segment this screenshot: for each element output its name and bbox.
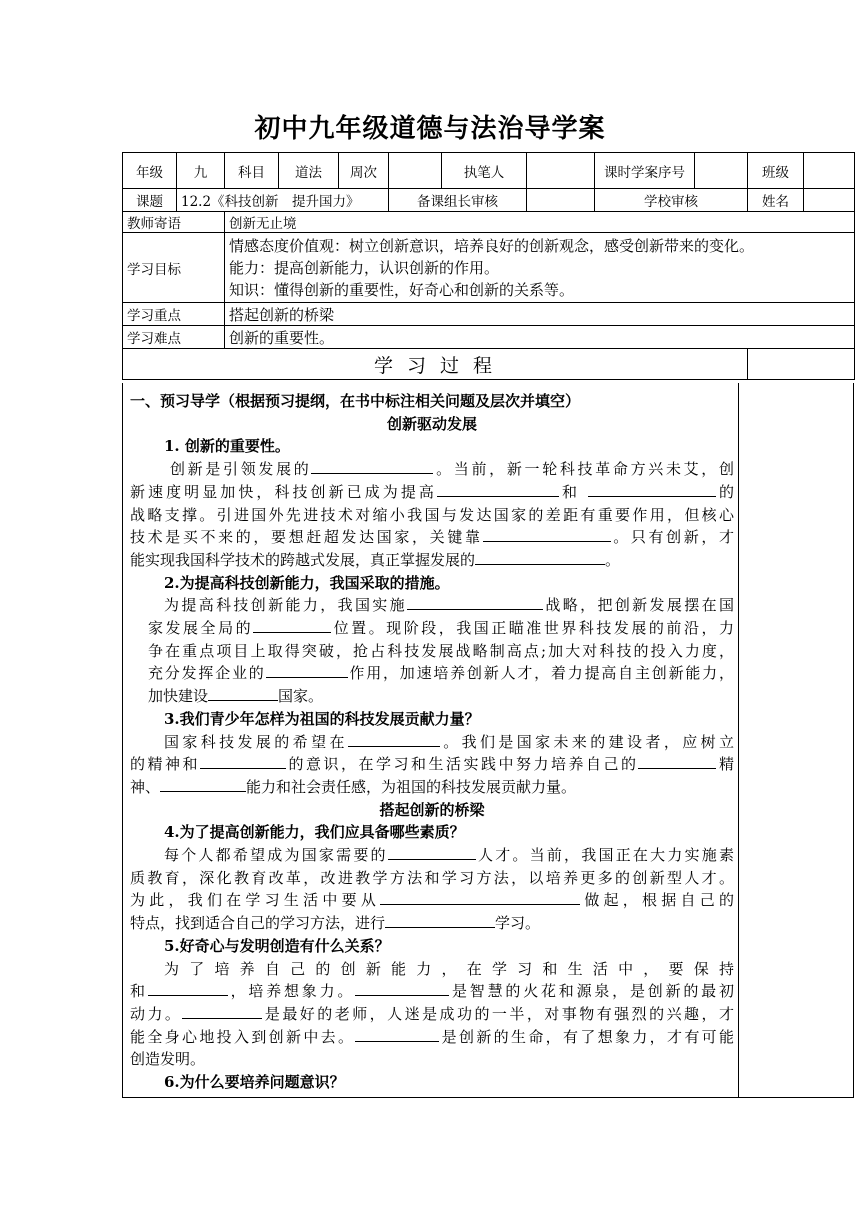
author-label: 执笔人 (442, 153, 527, 189)
process-heading: 学 习 过 程 (123, 349, 748, 380)
question-2: 2.为提高科技创新能力，我国采取的措施。 (164, 573, 450, 592)
grade-label: 年级 (123, 153, 177, 189)
review-group-label: 备课组长审核 (389, 189, 527, 212)
seq-value (695, 153, 748, 189)
blank[interactable] (182, 1003, 262, 1019)
q5-line-1: 为了培养自己的创新能力，在学习和生活中，要保持 (164, 959, 734, 978)
blank[interactable] (475, 549, 605, 565)
key-label: 学习重点 (123, 303, 225, 326)
goals-label: 学习目标 (123, 233, 225, 303)
q2-line-5: 加快建设 国家。 (148, 687, 324, 706)
subject-value: 道法 (279, 153, 339, 189)
blank[interactable] (253, 617, 331, 633)
goal-2: 能力：提高创新能力，认识创新的作用。 (229, 258, 500, 277)
blank[interactable] (160, 776, 246, 792)
q4-line-4: 特点，找到适合自己的学习方法，进行 学习。 (130, 914, 541, 933)
section-heading: 一、预习导学（根据预习提纲，在书中标注相关问题及层次并填空） (130, 392, 581, 410)
week-value (389, 153, 442, 189)
author-value (527, 153, 595, 189)
blank[interactable] (385, 912, 495, 928)
study-body (130, 390, 734, 1094)
q2-line-1: 为提高科技创新能力，我国实施 战略，把创新发展摆在国 (164, 596, 734, 615)
week-label: 周次 (339, 153, 389, 189)
topic-value: 12.2《科技创新 提升国力》 (177, 189, 389, 212)
page-title: 初中九年级道德与法治导学案 (254, 114, 606, 144)
q3-line-3: 神、 能力和社会责任感，为祖国的科技发展贡献力量。 (130, 777, 577, 796)
q4-line-1: 每个人都希望成为国家需要的 人才。当前，我国正在大力实施素 (164, 846, 734, 865)
blank[interactable] (588, 481, 716, 497)
review-group-value (527, 189, 595, 212)
question-4: 4.为了提高创新能力，我们应具备哪些素质？ (164, 823, 465, 842)
q1-line-1: 创新是引领发展的 。当前，新一轮科技革命方兴未艾，创 (170, 460, 734, 479)
header-table (122, 152, 855, 380)
topic-label: 课题 (123, 189, 177, 212)
q1-line-5: 能实现我国科学技术的跨越式发展，真正掌握发展的 。 (130, 550, 621, 569)
blank[interactable] (380, 889, 580, 905)
blank[interactable] (148, 980, 228, 996)
q1-line-2: 新速度明显加快，科技创新已成为提高 和 的 (130, 482, 734, 501)
goals-cell (225, 233, 855, 303)
name-label: 姓名 (748, 189, 804, 212)
difficulty-value: 创新的重要性。 (225, 326, 855, 349)
blank[interactable] (208, 685, 278, 701)
q4-line-3: 为此，我们在学习生活中要从 做起，根据自己的 (130, 891, 734, 910)
blank[interactable] (311, 458, 433, 474)
blank[interactable] (638, 753, 716, 769)
blank[interactable] (407, 594, 543, 610)
name-value (804, 189, 855, 212)
question-3: 3.我们青少年怎样为祖国的科技发展贡献力量？ (164, 709, 480, 728)
q5-line-5: 创造发明。 (130, 1050, 206, 1069)
q3-line-1: 国家科技发展的希望在 。我们是国家未来的建设者，应树立 (164, 732, 734, 751)
blank[interactable] (483, 526, 611, 542)
q2-line-4: 充分发挥企业的 作用，加速培养创新人才，着力提高自主创新能力， (148, 664, 734, 683)
q4-line-2: 质教育，深化教育改革，改进教学方法和学习方法，以培养更多的创新型人才。 (130, 868, 734, 887)
q5-line-4: 能全身心地投入到创新中去。 是创新的生命，有了想象力，才有可能 (130, 1027, 734, 1046)
class-label: 班级 (748, 153, 804, 189)
question-6: 6.为什么要培养问题意识？ (164, 1073, 345, 1092)
blank[interactable] (355, 980, 449, 996)
blank[interactable] (348, 731, 440, 747)
q5-line-2: 和 ，培养想象力。 是智慧的火花和源泉，是创新的最初 (130, 982, 734, 1001)
q5-line-3: 动力。 是最好的老师，人迷是成功的一半，对事物有强烈的兴趣，才 (130, 1004, 734, 1023)
blank[interactable] (388, 844, 476, 860)
q2-line-3: 争在重点项目上取得突破，抢占科技发展战略制高点;加大对科技的投入力度， (148, 641, 734, 660)
blank[interactable] (437, 481, 559, 497)
blank[interactable] (355, 1026, 439, 1042)
grade-value: 九 (177, 153, 225, 189)
process-side-cell (748, 349, 855, 380)
blank[interactable] (266, 662, 348, 678)
goal-3: 知识：懂得创新的重要性，好奇心和创新的关系等。 (229, 280, 575, 299)
teacher-msg-value: 创新无止境 (225, 212, 855, 233)
school-review-label: 学校审核 (595, 189, 748, 212)
question-1: 1. 创新的重要性。 (164, 437, 290, 456)
question-5: 5.好奇心与发明创造有什么关系？ (164, 936, 390, 955)
q2-line-2: 家发展全局的 位置。现阶段，我国正瞄准世界科技发展的前沿，力 (148, 619, 734, 638)
q1-line-3: 战略支撑。引进国外先进技术对缩小我国与发达国家的差距有重要作用，但核心 (130, 505, 734, 524)
class-value (804, 153, 855, 189)
difficulty-label: 学习难点 (123, 326, 225, 349)
seq-label: 课时学案序号 (595, 153, 695, 189)
notes-column (738, 383, 854, 1098)
goal-1: 情感态度价值观：树立创新意识，培养良好的创新观念，感受创新带来的变化。 (229, 236, 755, 255)
subject-label: 科目 (225, 153, 279, 189)
key-value: 搭起创新的桥梁 (225, 303, 855, 326)
teacher-msg-label: 教师寄语 (123, 212, 225, 233)
q1-line-4: 技术是买不来的，要想赶超发达国家，关键靠 。只有创新，才 (130, 528, 734, 547)
blank[interactable] (200, 753, 286, 769)
subheading-innovation-drives: 创新驱动发展 (386, 414, 477, 433)
subheading-build-bridge: 搭起创新的桥梁 (379, 800, 485, 819)
q3-line-2: 的精神和 的意识，在学习和生活实践中努力培养自己的 精 (130, 755, 734, 774)
